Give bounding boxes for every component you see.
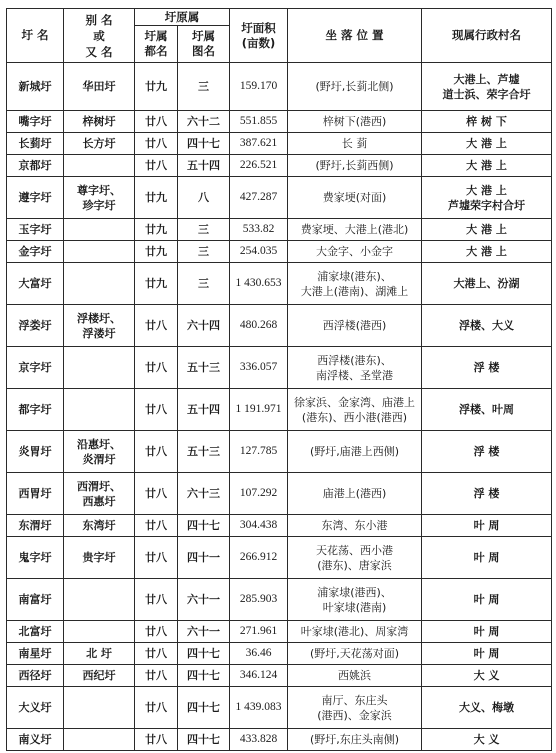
cell-tu-name: 四十七: [178, 515, 230, 537]
polder-table: [6, 8, 552, 751]
cell-polder-name: 长菿圩: [7, 133, 64, 155]
cell-village: 浮楼、叶周: [422, 389, 552, 431]
cell-area: 480.268: [230, 305, 288, 347]
cell-alias: 东湾圩: [64, 515, 135, 537]
cell-du-name: 廿八: [135, 431, 178, 473]
cell-du-name: 廿九: [135, 63, 178, 111]
cell-area: 127.785: [230, 431, 288, 473]
cell-area: 159.170: [230, 63, 288, 111]
table-row: [7, 665, 552, 687]
cell-location: (野圩,东庄头南侧): [288, 729, 422, 751]
header-tu-name: 圩属 图名: [178, 26, 230, 63]
cell-village: 叶 周: [422, 621, 552, 643]
cell-du-name: 廿八: [135, 155, 178, 177]
cell-du-name: 廿九: [135, 241, 178, 263]
cell-area: 551.855: [230, 111, 288, 133]
cell-du-name: 廿八: [135, 729, 178, 751]
table-row: [7, 305, 552, 347]
cell-village: 叶 周: [422, 515, 552, 537]
cell-alias: [64, 687, 135, 729]
cell-du-name: 廿九: [135, 219, 178, 241]
cell-village: 浮 楼: [422, 473, 552, 515]
table-row: [7, 621, 552, 643]
cell-area: 387.621: [230, 133, 288, 155]
cell-tu-name: 六十一: [178, 579, 230, 621]
cell-du-name: 廿八: [135, 537, 178, 579]
cell-area: 533.82: [230, 219, 288, 241]
cell-village: 浮楼、大义: [422, 305, 552, 347]
table-row: [7, 431, 552, 473]
cell-polder-name: 北富圩: [7, 621, 64, 643]
table-row: [7, 155, 552, 177]
header-original-affiliation: 圩原属: [135, 9, 230, 26]
cell-village: 大港上、芦墟 道士浜、荣字合圩: [422, 63, 552, 111]
table-row: [7, 643, 552, 665]
cell-polder-name: 鬼字圩: [7, 537, 64, 579]
cell-area: 304.438: [230, 515, 288, 537]
table-row: [7, 579, 552, 621]
table-header: [7, 9, 552, 63]
table-row: [7, 389, 552, 431]
table-row: [7, 177, 552, 219]
cell-location: 费家埂(对面): [288, 177, 422, 219]
cell-area: 427.287: [230, 177, 288, 219]
cell-village: 梓 树 下: [422, 111, 552, 133]
cell-du-name: 廿八: [135, 621, 178, 643]
cell-tu-name: 四十一: [178, 537, 230, 579]
cell-area: 346.124: [230, 665, 288, 687]
cell-location: 浦家埭(港西)、 叶家埭(港南): [288, 579, 422, 621]
cell-location: 叶家埭(港北)、周家湾: [288, 621, 422, 643]
cell-polder-name: 西胃圩: [7, 473, 64, 515]
cell-polder-name: 西径圩: [7, 665, 64, 687]
cell-alias: [64, 241, 135, 263]
cell-area: 36.46: [230, 643, 288, 665]
cell-village: 大 港 上: [422, 133, 552, 155]
cell-location: 庙港上(港西): [288, 473, 422, 515]
cell-alias: 浮楼圩、 浮溇圩: [64, 305, 135, 347]
cell-village: 大 义: [422, 665, 552, 687]
cell-alias: 梓树圩: [64, 111, 135, 133]
header-alias: 别 名 或 又 名: [64, 9, 135, 63]
cell-polder-name: 南星圩: [7, 643, 64, 665]
table-row: [7, 111, 552, 133]
table-row: [7, 133, 552, 155]
header-area: 圩面积 (亩数): [230, 9, 288, 63]
table-row: [7, 473, 552, 515]
table-row: [7, 63, 552, 111]
cell-polder-name: 大富圩: [7, 263, 64, 305]
cell-village: 叶 周: [422, 643, 552, 665]
cell-polder-name: 玉字圩: [7, 219, 64, 241]
cell-polder-name: 炎胃圩: [7, 431, 64, 473]
cell-alias: 贵字圩: [64, 537, 135, 579]
table-row: [7, 347, 552, 389]
cell-area: 266.912: [230, 537, 288, 579]
cell-location: 东湾、东小港: [288, 515, 422, 537]
table-row: [7, 219, 552, 241]
table-row: [7, 537, 552, 579]
cell-tu-name: 八: [178, 177, 230, 219]
cell-location: (野圩,天花荡对面): [288, 643, 422, 665]
cell-tu-name: 四十七: [178, 687, 230, 729]
cell-village: 浮 楼: [422, 347, 552, 389]
cell-du-name: 廿八: [135, 473, 178, 515]
cell-location: 费家埂、大港上(港北): [288, 219, 422, 241]
cell-tu-name: 四十七: [178, 729, 230, 751]
header-polder-name: 圩 名: [7, 9, 64, 63]
cell-location: 西姚浜: [288, 665, 422, 687]
cell-area: 336.057: [230, 347, 288, 389]
cell-village: 大义、梅墩: [422, 687, 552, 729]
cell-du-name: 廿八: [135, 133, 178, 155]
cell-alias: 尊字圩、 珍字圩: [64, 177, 135, 219]
cell-village: 大港上、汾湖: [422, 263, 552, 305]
cell-alias: [64, 729, 135, 751]
cell-alias: [64, 263, 135, 305]
cell-location: 浦家埭(港东)、 大港上(港南)、湖滩上: [288, 263, 422, 305]
cell-polder-name: 浮娄圩: [7, 305, 64, 347]
cell-alias: 华田圩: [64, 63, 135, 111]
cell-tu-name: 五十四: [178, 155, 230, 177]
cell-du-name: 廿九: [135, 177, 178, 219]
cell-village: 大 港 上: [422, 241, 552, 263]
table-body: [7, 63, 552, 751]
cell-du-name: 廿九: [135, 263, 178, 305]
cell-polder-name: 嘴字圩: [7, 111, 64, 133]
cell-location: (野圩,长菿北侧): [288, 63, 422, 111]
cell-area: 1 430.653: [230, 263, 288, 305]
cell-location: (野圩,庙港上西侧): [288, 431, 422, 473]
cell-tu-name: 四十七: [178, 643, 230, 665]
cell-du-name: 廿八: [135, 665, 178, 687]
cell-du-name: 廿八: [135, 389, 178, 431]
cell-location: 西浮楼(港西): [288, 305, 422, 347]
cell-location: (野圩,长菿西侧): [288, 155, 422, 177]
cell-tu-name: 四十七: [178, 133, 230, 155]
cell-polder-name: 新城圩: [7, 63, 64, 111]
table-row: [7, 729, 552, 751]
cell-polder-name: 都字圩: [7, 389, 64, 431]
cell-polder-name: 南义圩: [7, 729, 64, 751]
cell-du-name: 廿八: [135, 305, 178, 347]
table-row: [7, 687, 552, 729]
cell-alias: [64, 219, 135, 241]
cell-polder-name: 京字圩: [7, 347, 64, 389]
cell-location: 徐家浜、金家湾、庙港上 (港东)、西小港(港西): [288, 389, 422, 431]
cell-location: 长 菿: [288, 133, 422, 155]
cell-village: 大 义: [422, 729, 552, 751]
cell-area: 1 191.971: [230, 389, 288, 431]
cell-alias: 长方圩: [64, 133, 135, 155]
cell-polder-name: 东渭圩: [7, 515, 64, 537]
cell-tu-name: 五十四: [178, 389, 230, 431]
cell-village: 浮 楼: [422, 431, 552, 473]
cell-area: 285.903: [230, 579, 288, 621]
cell-area: 226.521: [230, 155, 288, 177]
cell-area: 1 439.083: [230, 687, 288, 729]
cell-polder-name: 京都圩: [7, 155, 64, 177]
cell-location: 西浮楼(港东)、 南浮楼、圣堂港: [288, 347, 422, 389]
cell-alias: 北 圩: [64, 643, 135, 665]
cell-village: 叶 周: [422, 537, 552, 579]
cell-alias: [64, 155, 135, 177]
cell-village: 大 港 上: [422, 219, 552, 241]
cell-tu-name: 六十四: [178, 305, 230, 347]
cell-alias: 西渭圩、 西惠圩: [64, 473, 135, 515]
table-row: [7, 263, 552, 305]
cell-tu-name: 五十三: [178, 347, 230, 389]
cell-location: 南厅、东庄头 (港西)、金家浜: [288, 687, 422, 729]
cell-alias: [64, 621, 135, 643]
cell-polder-name: 遵字圩: [7, 177, 64, 219]
cell-tu-name: 六十二: [178, 111, 230, 133]
header-village: 现属行政村名: [422, 9, 552, 63]
cell-tu-name: 六十一: [178, 621, 230, 643]
cell-alias: [64, 347, 135, 389]
cell-tu-name: 六十三: [178, 473, 230, 515]
cell-polder-name: 大义圩: [7, 687, 64, 729]
cell-alias: 西纪圩: [64, 665, 135, 687]
table-row: [7, 241, 552, 263]
cell-du-name: 廿八: [135, 579, 178, 621]
cell-tu-name: 三: [178, 63, 230, 111]
cell-alias: 沿惠圩、 炎渭圩: [64, 431, 135, 473]
cell-area: 433.828: [230, 729, 288, 751]
cell-alias: [64, 579, 135, 621]
cell-village: 大 港 上: [422, 155, 552, 177]
cell-village: 大 港 上 芦墟荣字村合圩: [422, 177, 552, 219]
cell-village: 叶 周: [422, 579, 552, 621]
header-location: 坐 落 位 置: [288, 9, 422, 63]
cell-location: 梓树下(港西): [288, 111, 422, 133]
cell-du-name: 廿八: [135, 347, 178, 389]
cell-alias: [64, 389, 135, 431]
cell-location: 大金字、小金字: [288, 241, 422, 263]
cell-area: 271.961: [230, 621, 288, 643]
cell-du-name: 廿八: [135, 643, 178, 665]
cell-tu-name: 三: [178, 219, 230, 241]
cell-tu-name: 三: [178, 241, 230, 263]
cell-tu-name: 五十三: [178, 431, 230, 473]
cell-location: 天花荡、西小港 (港东)、唐家浜: [288, 537, 422, 579]
cell-polder-name: 南富圩: [7, 579, 64, 621]
header-du-name: 圩属 都名: [135, 26, 178, 63]
cell-du-name: 廿八: [135, 687, 178, 729]
cell-area: 107.292: [230, 473, 288, 515]
table-row: [7, 515, 552, 537]
cell-du-name: 廿八: [135, 515, 178, 537]
cell-polder-name: 金字圩: [7, 241, 64, 263]
cell-area: 254.035: [230, 241, 288, 263]
cell-tu-name: 四十七: [178, 665, 230, 687]
cell-du-name: 廿八: [135, 111, 178, 133]
cell-tu-name: 三: [178, 263, 230, 305]
